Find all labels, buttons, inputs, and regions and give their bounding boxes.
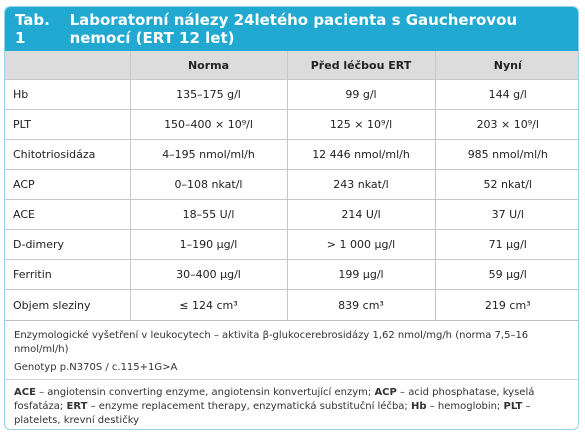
cell-norma: 4–195 nmol/ml/h	[130, 140, 287, 170]
row-label: D-dimery	[5, 230, 130, 260]
cell-norma: 135–175 g/l	[130, 80, 287, 110]
row-label: Hb	[5, 80, 130, 110]
cell-nyni: 71 µg/l	[435, 230, 579, 260]
cell-norma: 0–108 nkat/l	[130, 170, 287, 200]
cell-pred: 839 cm³	[287, 290, 435, 321]
cell-norma: 150–400 × 10⁹/l	[130, 110, 287, 140]
abbr-term: ACE	[14, 387, 36, 398]
cell-nyni: 144 g/l	[435, 80, 579, 110]
header-nyni: Nyní	[435, 51, 579, 80]
table-title-bar	[5, 7, 578, 51]
row-label: Ferritin	[5, 260, 130, 290]
note-enzyme: Enzymologické vyšetření v leukocytech – aktivita β-glukocerebrosidázy 1,62 nmol/mg/h (norma 7,5–16 nmol/ml/h)	[14, 330, 529, 355]
abbr-def: – acid phosphatase, kyselá fosfatáza;	[14, 387, 535, 412]
cell-nyni: 219 cm³	[435, 290, 579, 321]
row-label: ACP	[5, 170, 130, 200]
abbr-term: PLT	[503, 401, 523, 412]
abbr-term: ERT	[66, 401, 88, 412]
header-pred-lecbou: Před léčbou ERT	[287, 51, 435, 80]
table-row	[5, 110, 579, 140]
cell-nyni: 985 nmol/ml/h	[435, 140, 579, 170]
notes-divider	[5, 379, 578, 380]
row-label: Chitotriosidáza	[5, 140, 130, 170]
lab-results-table	[5, 51, 579, 321]
row-label: PLT	[5, 110, 130, 140]
table-row	[5, 230, 579, 260]
cell-nyni: 37 U/l	[435, 200, 579, 230]
row-label: ACE	[5, 200, 130, 230]
table-notes	[5, 321, 578, 428]
header-row	[5, 51, 579, 80]
table-row	[5, 260, 579, 290]
cell-nyni: 203 × 10⁹/l	[435, 110, 579, 140]
abbr-def: – hemoglobin;	[426, 401, 504, 412]
table-row	[5, 170, 579, 200]
table-title: Laboratorní nálezy 24letého pacienta s Gaucherovou nemocí (ERT 12 let)	[69, 11, 518, 47]
abbr-term: ACP	[374, 387, 397, 398]
row-label: Objem sleziny	[5, 290, 130, 321]
header-parameter	[5, 51, 130, 80]
cell-pred: 99 g/l	[287, 80, 435, 110]
cell-norma: 18–55 U/l	[130, 200, 287, 230]
cell-pred: 214 U/l	[287, 200, 435, 230]
cell-norma: ≤ 124 cm³	[130, 290, 287, 321]
cell-pred: 199 µg/l	[287, 260, 435, 290]
table-row	[5, 200, 579, 230]
table-row	[5, 140, 579, 170]
abbr-term: Hb	[410, 401, 427, 412]
header-norma: Norma	[130, 51, 287, 80]
cell-nyni: 59 µg/l	[435, 260, 579, 290]
cell-pred: 12 446 nmol/ml/h	[287, 140, 435, 170]
cell-norma: 30–400 µg/l	[130, 260, 287, 290]
table-row	[5, 290, 579, 321]
cell-norma: 1–190 µg/l	[130, 230, 287, 260]
note-abbreviations	[14, 386, 569, 428]
table-number: Tab. 1	[15, 11, 50, 47]
cell-pred: 243 nkat/l	[287, 170, 435, 200]
table-row	[5, 80, 579, 110]
abbr-def: – angiotensin converting enzyme, angiotensin konvertující enzym;	[35, 387, 375, 398]
abbr-def: – platelets, krevní destičky	[14, 401, 531, 426]
note-genotype: Genotyp p.N370S / c.115+1G>A	[14, 362, 178, 373]
abbr-def: – enzyme replacement therapy, enzymatická substituční léčba;	[87, 401, 411, 412]
table-frame	[4, 6, 579, 430]
cell-pred: 125 × 10⁹/l	[287, 110, 435, 140]
cell-pred: > 1 000 µg/l	[287, 230, 435, 260]
cell-nyni: 52 nkat/l	[435, 170, 579, 200]
